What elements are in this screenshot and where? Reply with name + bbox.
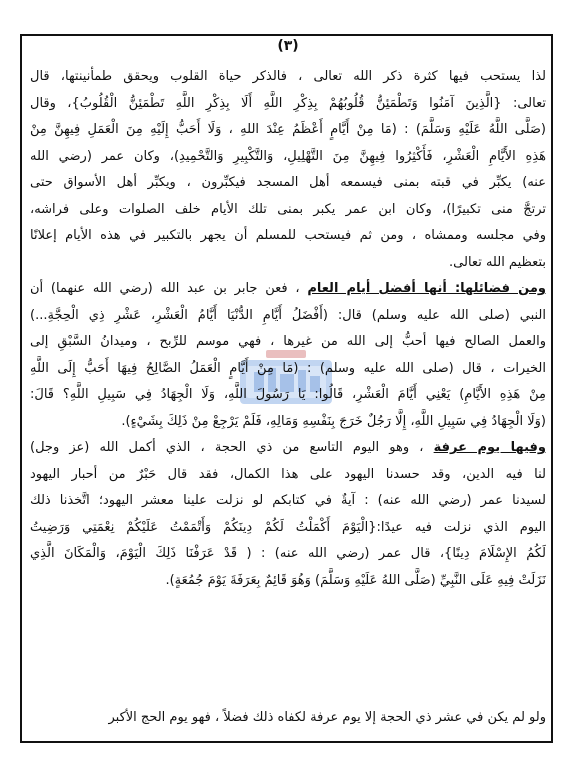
body-line: لسيدنا عمر (رضي الله عنه) : آيةٌ في كتابكم لو نزلت علينا معشر اليهود؛ اتَّخذنا ذلك [30, 493, 546, 508]
body-text: ، فعن جابر بن عبد الله (رضي الله عنهما) أن [30, 281, 300, 296]
body-line: نَزَلَتْ فِيهِ عَلَى النَّبِيِّ (صَلَّى اللهُ عَلَيْهِ وَسَلَّمَ) وَهُوَ قَائِمٌ بِعَرَفَةَ يَوْمَ جُمُعَةٍ). [165, 572, 546, 588]
page-body [30, 64, 546, 594]
body-text: ، وهو اليوم التاسع من ذي الحجة ، الذي أكمل الله (عز وجل) [30, 440, 424, 455]
body-line: (صَلَّى اللَّهُ عَلَيْهِ وَسَلَّمَ) : (مَا مِنْ أَيَّامٍ أَعْظَمُ عِنْدَ اللهِ ، وَلَا أَحَبُّ إِلَيْهِ مِنَ الْعَمَلِ فِيهِنَّ مِنْ [30, 122, 546, 137]
body-line: مِنْ هَذِهِ الأَيَّامِ) يَعْنِي أَيَّامَ الْعَشْرِ، قَالُوا: يَا رَسُولَ اللَّهِ، وَلَا الْجِهَادُ فِي سَبِيلِ اللَّهِ؟ قَالَ: [30, 387, 546, 402]
body-line: تعالى: {الَّذِينَ آمَنُوا وَتَطْمَئِنُّ قُلُوبُهُمْ بِذِكْرِ اللَّهِ أَلَا بِذِكْرِ اللَّهِ تَطْمَئِنُّ الْقُلُوبُ}، وقال [30, 95, 546, 111]
closing-line: ولو لم يكن في عشر ذي الحجة إلا يوم عرفة لكفاه ذلك فضلاً ، فهو يوم الحج الأكبر [108, 710, 546, 725]
body-line: عنه) يكبِّر في قبته بمنى فيسمعه أهل المسجد فيكبِّرون ، ويكبِّر أهل الأسواق حتى [30, 175, 546, 190]
body-line: بتعظيم الله تعالى. [449, 254, 546, 270]
body-line: اليوم الذي نزلت فيه عيدًا:{الْيَوْمَ أَكْمَلْتُ لَكُمْ دِينَكُمْ وَأَتْمَمْتُ عَلَيْكُمْ نِعْمَتِي وَرَضِيتُ [30, 519, 546, 535]
body-line: الخيرات ، قال (صلى الله عليه وسلم) : (مَا مِنْ أَيَّامٍ الْعَمَلُ الصَّالِحُ فِيهَا أَحَبُّ إِلَى اللَّهِ [30, 360, 546, 376]
section-heading-best-days: ومن فضائلها: أنها أفضل أيام العام [307, 281, 546, 296]
body-line: هَذِهِ الأَيَّامِ الْعَشْرِ، فَأَكْثِرُوا فِيهِنَّ مِنَ التَّهْلِيلِ، وَالتَّكْبِيرِ وَالتَّحْمِيدِ)، وكان عمر (رضي الله [30, 148, 546, 164]
section-heading-line [30, 276, 546, 303]
body-line: والعمل الصالح فيها أحبُّ إلى الله من غيرها ، فهي موسم للرِّبح ، وميدانُ السَّبْقِ إلى [30, 334, 546, 349]
section-heading-line [30, 435, 546, 462]
body-line: وفي مجلسه وممشاه ، ومن ثم فيستحب للمسلم أن يجهر بالتكبير في هذه الأيام إعلانًا [30, 228, 546, 243]
body-line: لذا يستحب فيها كثرة ذكر الله تعالى ، فالذكر حياة القلوب ويحقق طمأنينتها، قال [30, 69, 546, 84]
body-line: (وَلَا الْجِهَادُ فِي سَبِيلِ اللَّهِ، إِلَّا رَجُلٌ خَرَجَ بِنَفْسِهِ وَمَالِهِ، فَلَمْ يَرْجِعْ مِنْ ذَلِكَ بِشَيْءٍ). [121, 413, 546, 429]
body-line: النبي (صلى الله عليه وسلم) قال: (أَفْضَلُ أَيَّامِ الدُّنْيَا أَيَّامُ الْعَشْرِ، عَشْرِ ذِي الْحِجَّةِ...) [30, 307, 546, 323]
body-line: ترتجَّ منى تكبيرًا)، وكان ابن عمر يكبر بمنى تلك الأيام خلف الصلوات وعلى فراشه، [30, 201, 546, 217]
body-line: لنا فيه الدين، وقد حسدنا اليهود على هذا الكمال، فقد قال حَبْرٌ من أحبار اليهود [30, 466, 546, 482]
body-line: لَكُمُ الإِسْلَامَ دِينًا}، قال عمر (رضي الله عنه) : ( قَدْ عَرَفْنَا ذَلِكَ الْيَوْمَ، وَالْمَكَانَ الَّذِي [30, 546, 546, 561]
page-number: (٣) [277, 38, 299, 54]
section-heading-arafah: وفيها يوم عرفة [433, 440, 546, 455]
